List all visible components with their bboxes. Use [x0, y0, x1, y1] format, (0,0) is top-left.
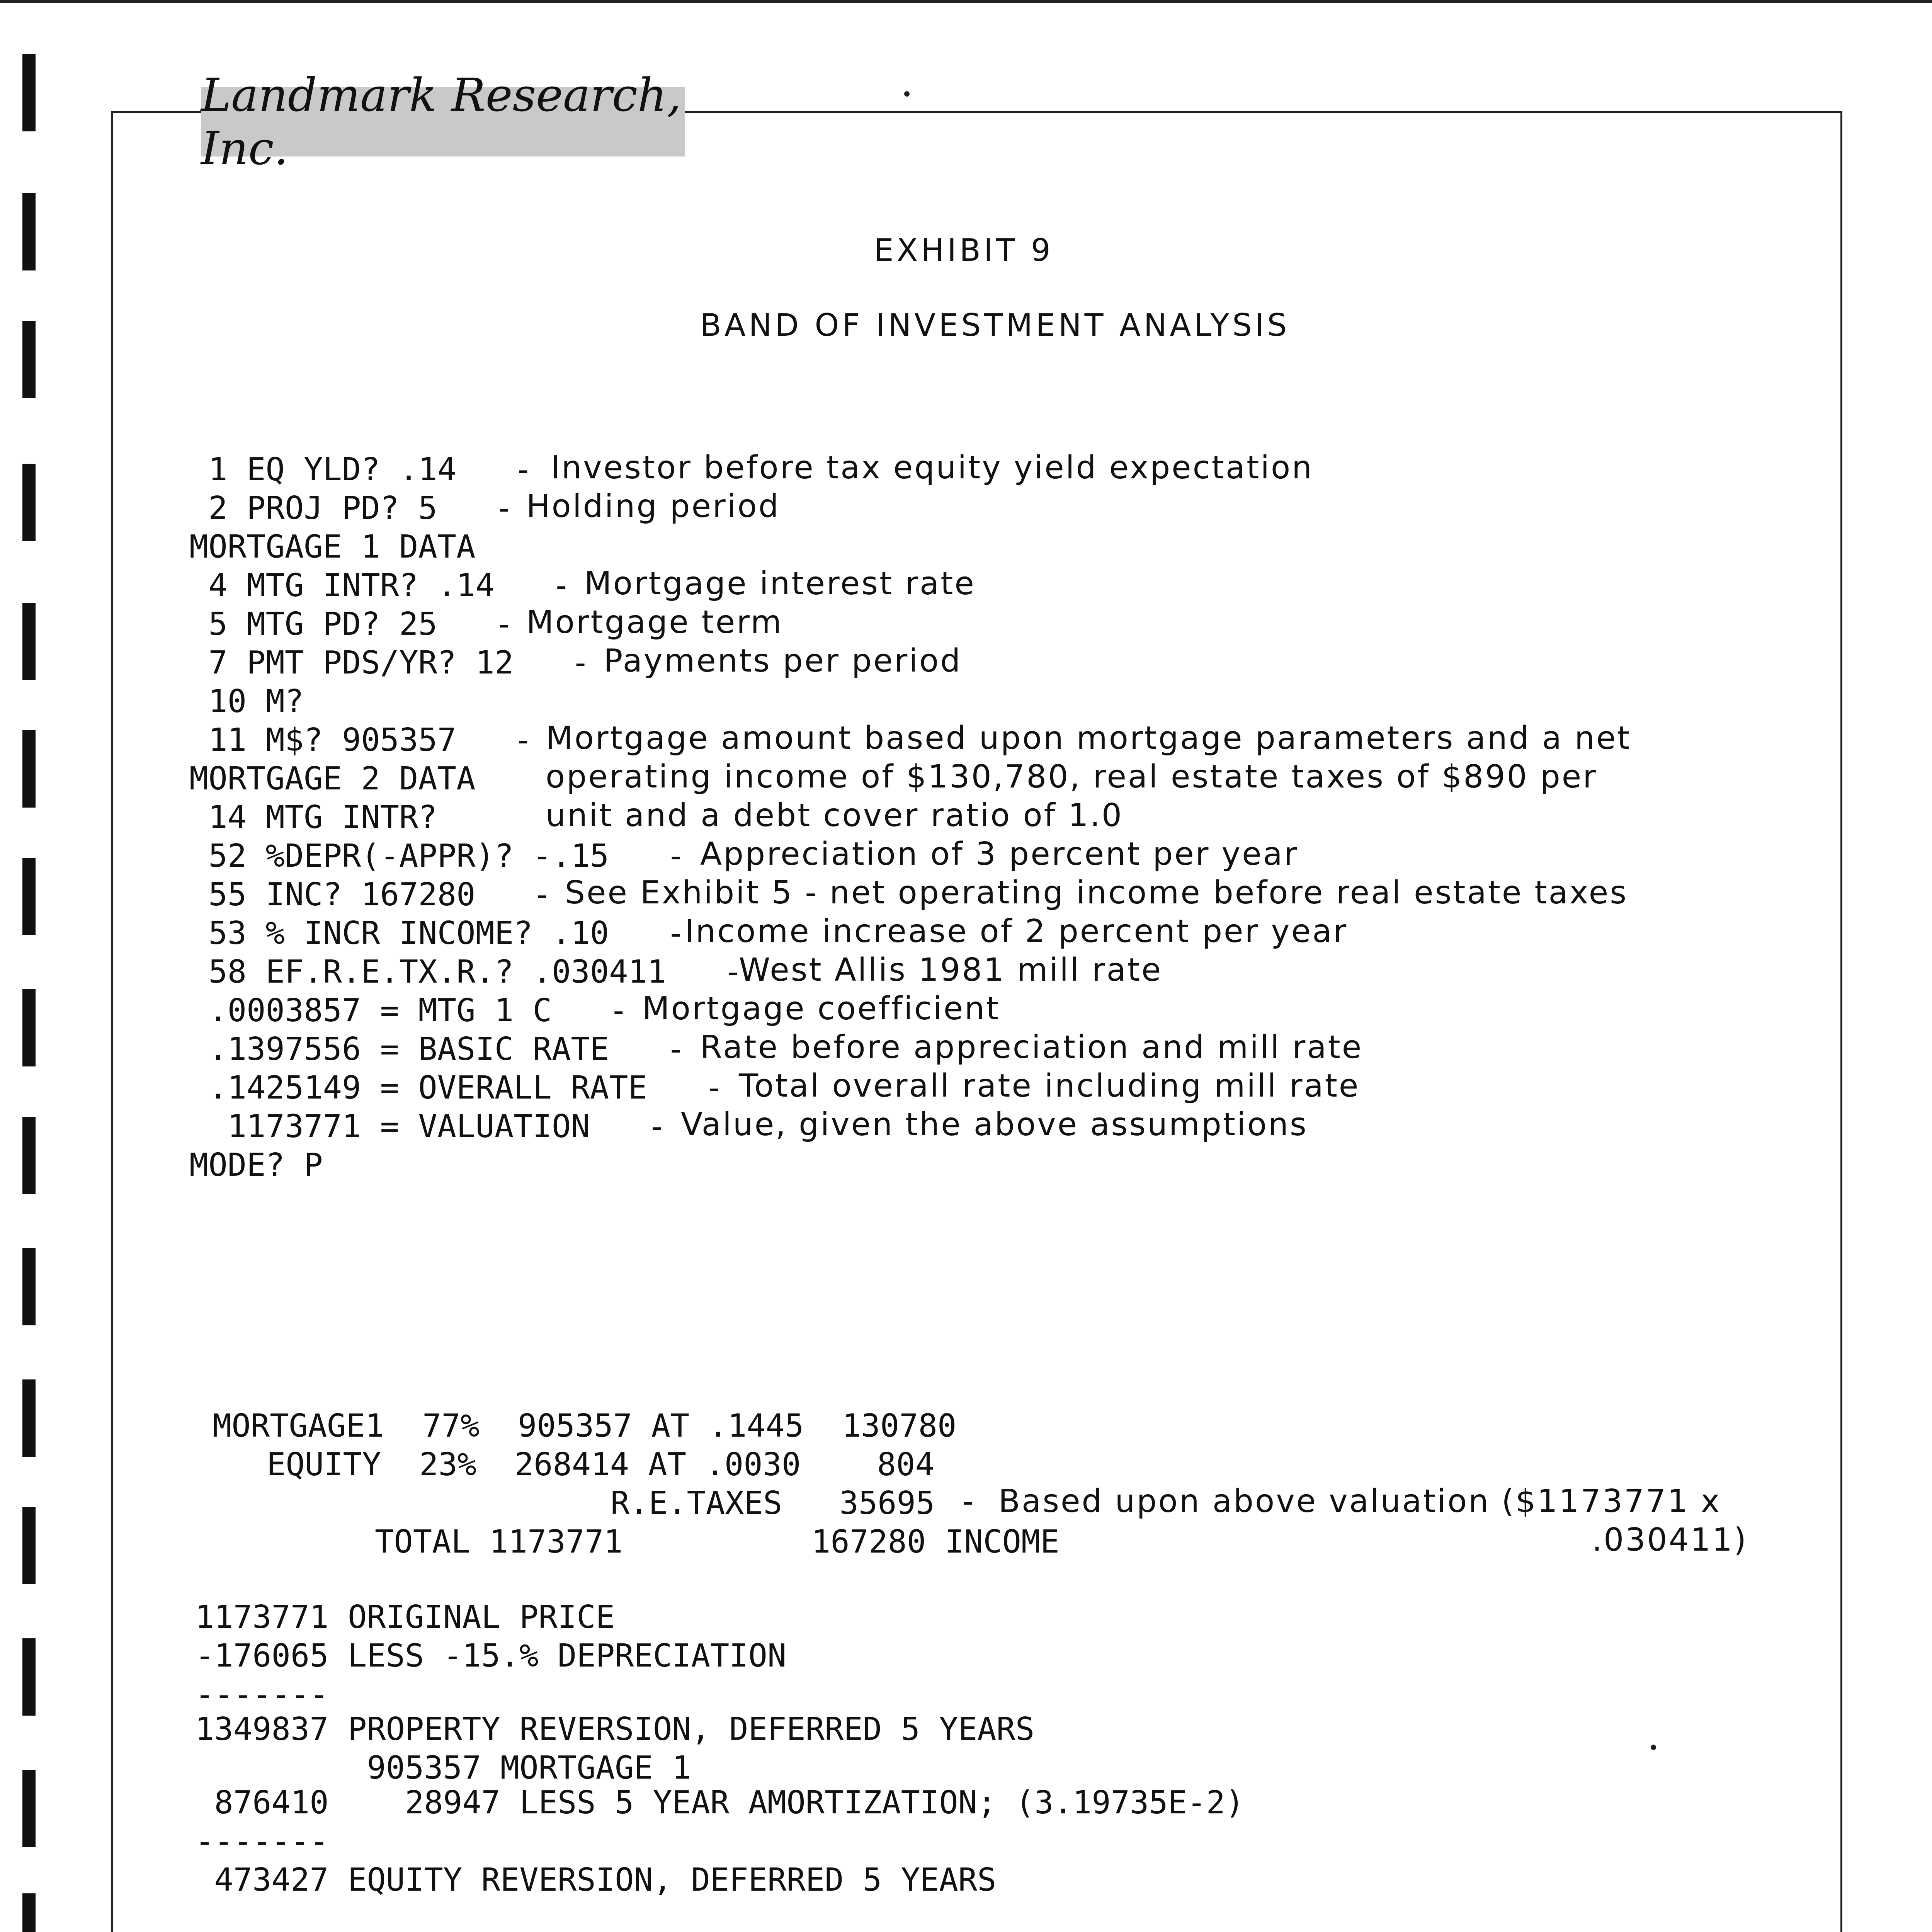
- taxes-note-continued: .030411): [1592, 1522, 1748, 1558]
- equity-row: EQUITY 23% 268414 AT .0030 804: [267, 1446, 934, 1483]
- input-code: 58 EF.R.E.TX.R.? .030411 -: [189, 954, 743, 990]
- top-edge-line: [0, 0, 1932, 3]
- binder-mark: [22, 464, 36, 541]
- binder-mark: [22, 1248, 36, 1325]
- input-code: MORTGAGE 1 DATA: [189, 529, 476, 565]
- total-row: TOTAL 1173771: [375, 1524, 623, 1560]
- mortgage-row: MORTGAGE1 77% 905357 AT .1445 130780: [213, 1408, 957, 1444]
- input-desc: unit and a debt cover ratio of 1.0: [546, 797, 1124, 834]
- company-logo: Landmark Research, Inc.: [201, 87, 685, 156]
- binder-mark: [22, 1893, 36, 1932]
- reversion-line: 1173771 ORIGINAL PRICE: [195, 1599, 615, 1636]
- binder-mark: [22, 1638, 36, 1716]
- input-code: 52 %DEPR(-APPR)? -.15 -: [189, 838, 685, 874]
- input-desc: See Exhibit 5 - net operating income before real estate taxes: [565, 874, 1628, 911]
- speck: [904, 91, 910, 97]
- taxes-note: - Based upon above valuation ($1173771 x: [962, 1483, 1721, 1520]
- input-code: 14 MTG INTR?: [189, 799, 437, 836]
- reversion-line: 905357 MORTGAGE 1: [195, 1750, 691, 1786]
- input-desc: Mortgage amount based upon mortgage parameters and a net: [546, 720, 1631, 757]
- input-desc: West Allis 1981 mill rate: [739, 952, 1163, 988]
- divider-line: -------: [195, 1823, 329, 1860]
- input-desc: Total overall rate including mill rate: [739, 1068, 1360, 1104]
- income-row: 167280 INCOME: [811, 1524, 1060, 1560]
- input-code: 10 M?: [189, 683, 304, 720]
- binder-mark: [22, 989, 36, 1066]
- binder-mark: [22, 603, 36, 680]
- divider-line: -------: [195, 1676, 329, 1713]
- input-desc: Mortgage interest rate: [584, 565, 976, 602]
- input-desc: Holding period: [526, 488, 780, 525]
- binder-mark: [22, 321, 36, 398]
- binder-mark: [22, 730, 36, 808]
- input-code: 11 M$? 905357 -: [189, 722, 533, 759]
- speck: [1651, 1745, 1656, 1750]
- input-desc: Investor before tax equity yield expectation: [551, 449, 1314, 486]
- input-code: 5 MTG PD? 25 -: [189, 606, 514, 643]
- input-code: .1397556 = BASIC RATE -: [189, 1031, 685, 1068]
- input-code: .0003857 = MTG 1 C -: [189, 992, 628, 1029]
- input-desc: Value, given the above assumptions: [681, 1106, 1308, 1143]
- input-code: 53 % INCR INCOME? .10 -: [189, 915, 685, 952]
- input-code: 1 EQ YLD? .14 -: [189, 451, 533, 488]
- binder-mark: [22, 1507, 36, 1584]
- reversion-line: 1349837 PROPERTY REVERSION, DEFERRED 5 YEARS: [195, 1711, 1035, 1748]
- reversion-line: 876410 28947 LESS 5 YEAR AMORTIZATION; (3.19735E-2): [195, 1784, 1245, 1821]
- exhibit-label: EXHIBIT 9: [874, 232, 1054, 268]
- input-desc: Mortgage term: [526, 604, 783, 641]
- binder-mark: [22, 193, 36, 270]
- input-desc: Income increase of 2 percent per year: [685, 913, 1348, 950]
- binder-mark: [22, 858, 36, 935]
- input-code: 2 PROJ PD? 5 -: [189, 490, 514, 527]
- page-title: BAND OF INVESTMENT ANALYSIS: [700, 307, 1290, 343]
- binder-mark: [22, 54, 36, 131]
- input-desc: Payments per period: [604, 643, 962, 679]
- binder-mark: [22, 1117, 36, 1194]
- input-desc: Rate before appreciation and mill rate: [700, 1029, 1363, 1066]
- input-code: 4 MTG INTR? .14 -: [189, 567, 571, 604]
- input-code: .1425149 = OVERALL RATE -: [189, 1070, 724, 1106]
- input-desc: Appreciation of 3 percent per year: [700, 836, 1299, 872]
- binder-mark: [22, 1379, 36, 1457]
- input-desc: operating income of $130,780, real estate taxes of $890 per: [546, 759, 1597, 795]
- input-code: MODE? P: [189, 1147, 323, 1184]
- input-code: 55 INC? 167280 -: [189, 876, 552, 913]
- taxes-row: R.E.TAXES 35695: [611, 1485, 935, 1522]
- input-desc: Mortgage coefficient: [642, 990, 1000, 1027]
- input-code: MORTGAGE 2 DATA: [189, 760, 476, 797]
- input-code: 7 PMT PDS/YR? 12 -: [189, 645, 590, 681]
- binder-mark: [22, 1770, 36, 1847]
- input-code: 1173771 = VALUATION -: [189, 1108, 667, 1145]
- reversion-line: -176065 LESS -15.% DEPRECIATION: [195, 1638, 787, 1674]
- reversion-line: 473427 EQUITY REVERSION, DEFERRED 5 YEARS: [195, 1862, 997, 1898]
